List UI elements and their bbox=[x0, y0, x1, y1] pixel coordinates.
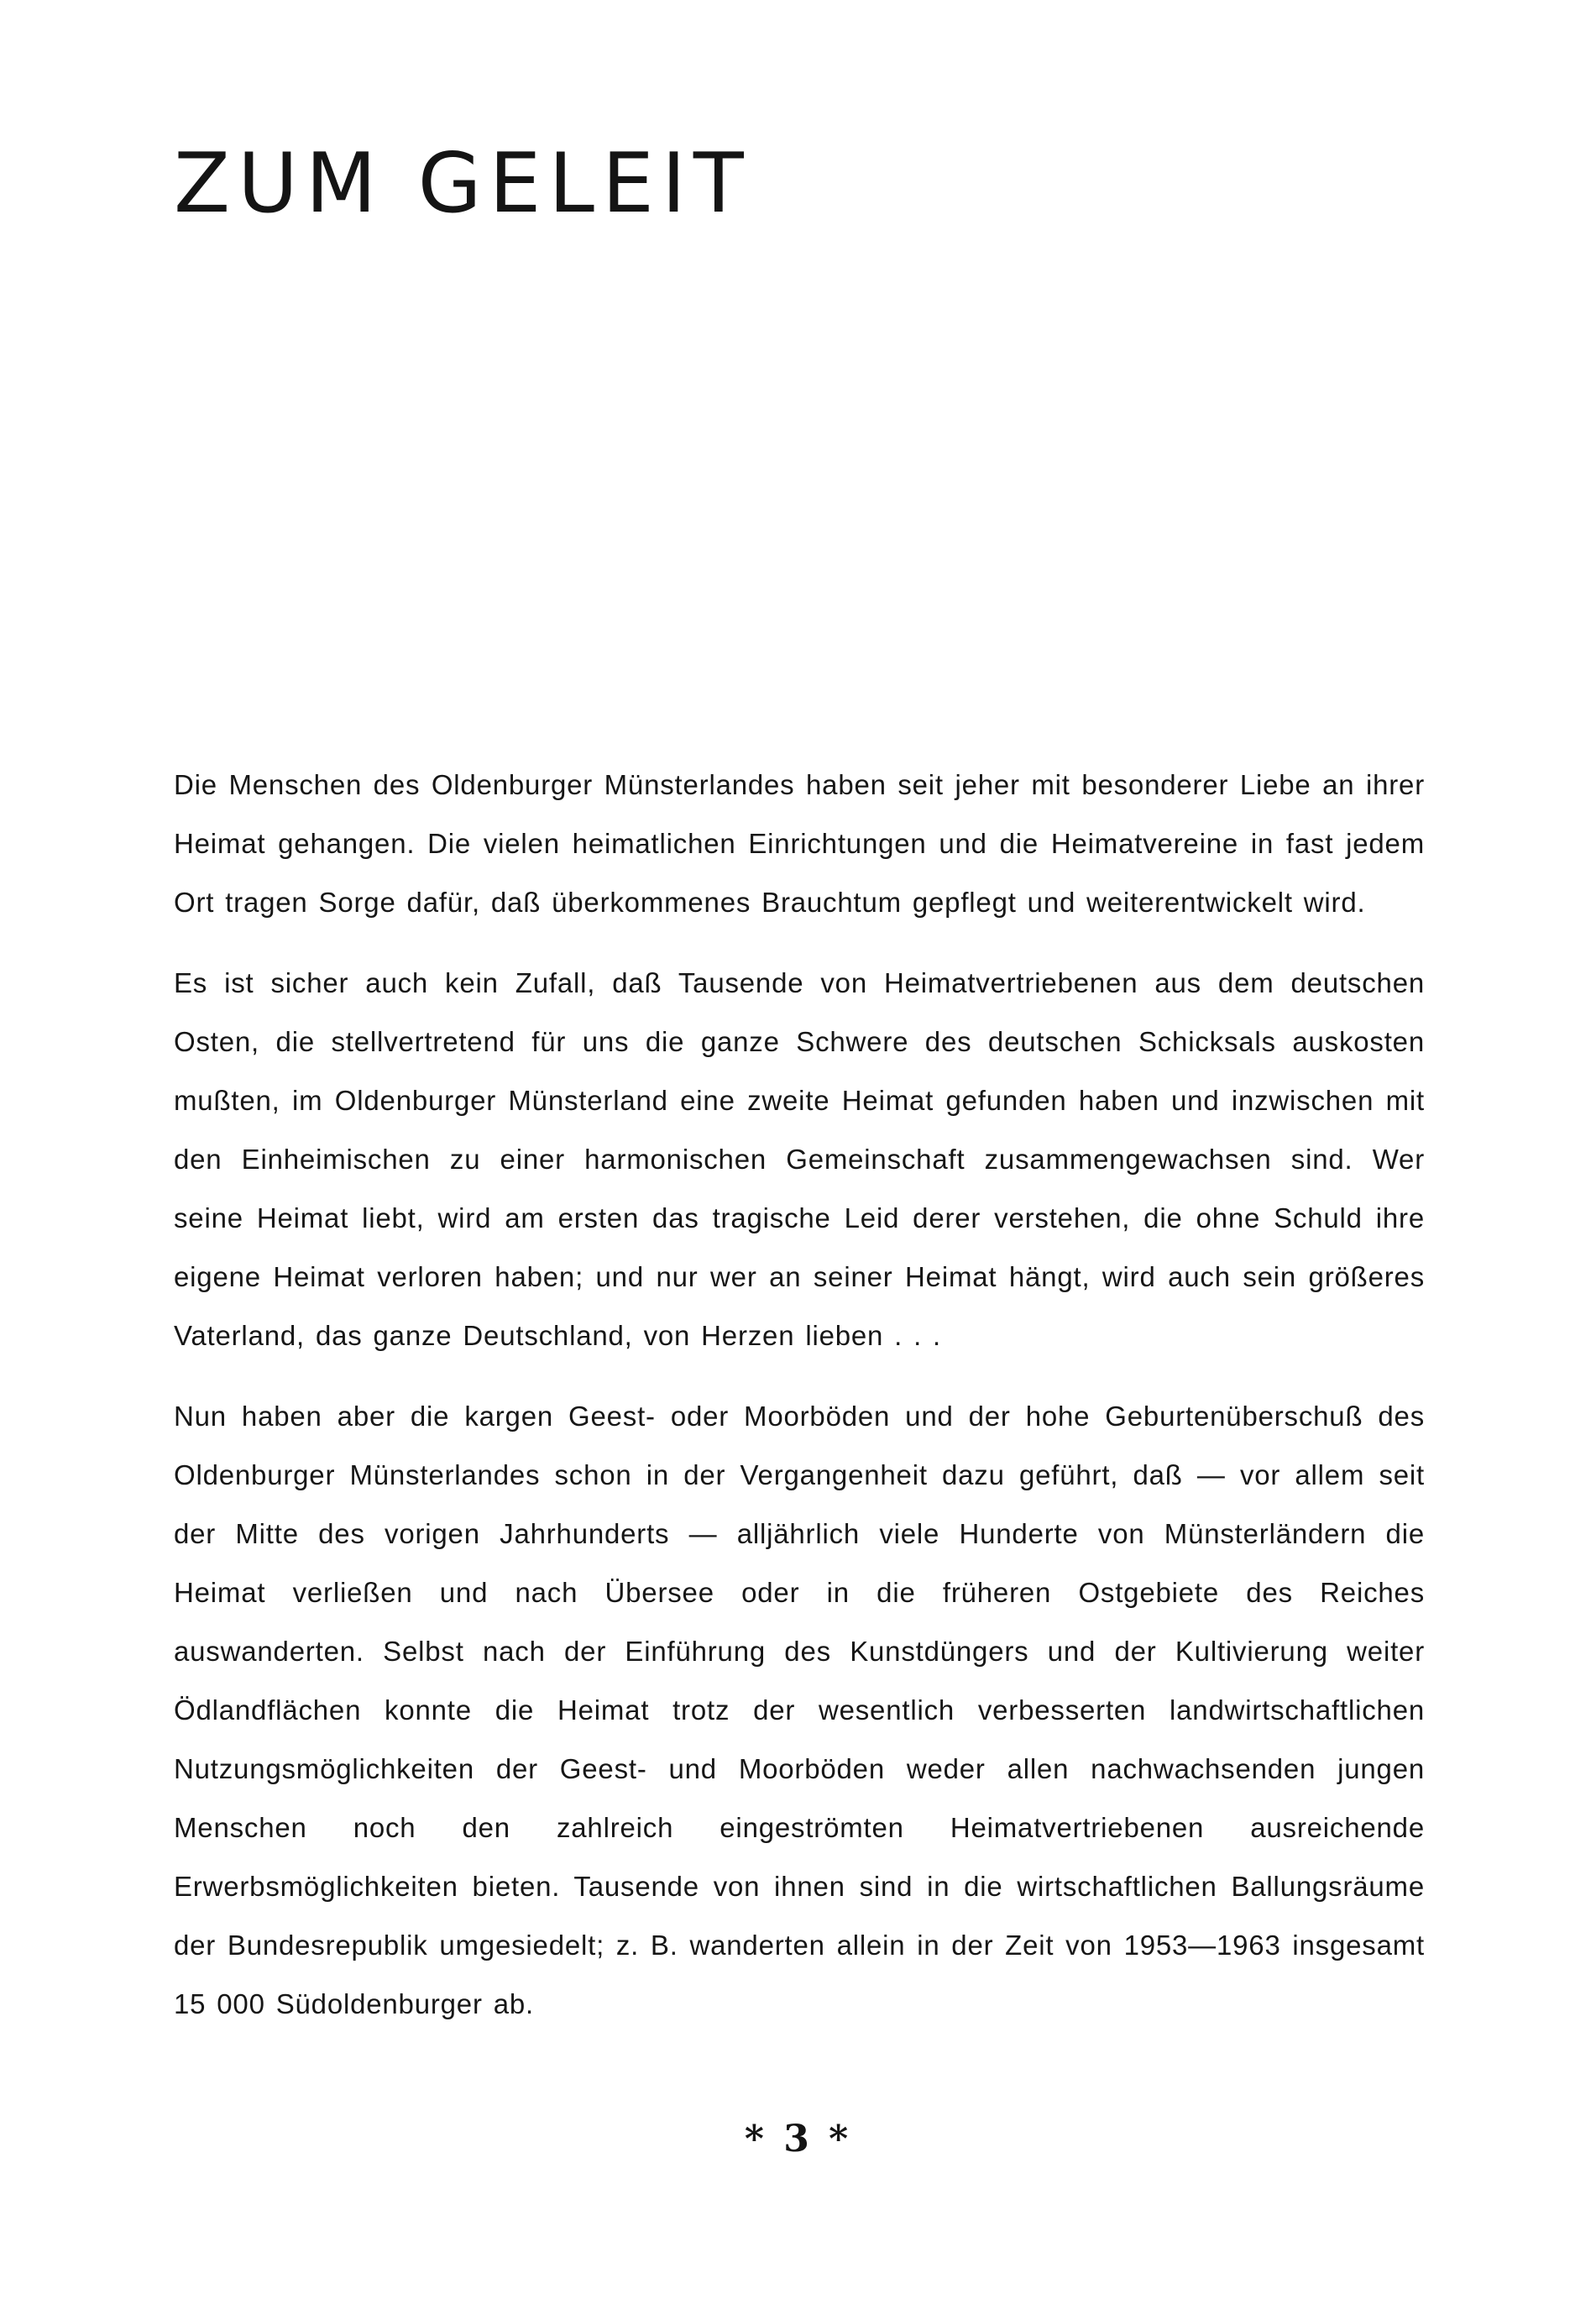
paragraph-3: Nun haben aber die kargen Geest- oder Moorböden und der hohe Geburtenüberschuß des Oldenburger Münsterlandes schon in der Vergangenheit dazu geführt, daß — vor allem seit der Mitte des vorigen Jahrhunderts — alljährlich viele Hunderte von Münsterländern die Heimat verließen und nach Übersee oder in die früheren Ostgebiete des Reiches auswanderten. Selbst nach der Einführung des Kunstdüngers und der Kultivierung weiter Ödlandflächen konnte die Heimat trotz der wesentlich verbesserten landwirtschaftlichen Nutzungsmöglichkeiten der Geest- und Moorböden weder allen nachwachsenden jungen Menschen noch den zahlreich eingeströmten Heimatvertriebenen ausreichende Erwerbsmöglichkeiten bieten. Tausende von ihnen sind in die wirtschaftlichen Ballungsräume der Bundesrepublik umgesiedelt; z. B. wanderten allein in der Zeit von 1953—1963 insgesamt 15 000 Südoldenburger ab. bbox=[174, 1401, 1425, 2019]
body-text bbox=[174, 756, 1425, 2056]
page-title: ZUM GELEIT bbox=[174, 136, 751, 232]
page-number: * 3 * bbox=[744, 2118, 852, 2160]
paragraph-2: Es ist sicher auch kein Zufall, daß Tausende von Heimatvertriebenen aus dem deutschen Osten, die stellvertretend für uns die ganze Schwere des deutschen Schicksals auskosten mußten, im Oldenburger Münsterland eine zweite Heimat gefunden haben und inzwischen mit den Einheimischen zu einer harmonischen Gemeinschaft zusammengewachsen sind. Wer seine Heimat liebt, wird am ersten das tragische Leid derer verstehen, die ohne Schuld ihre eigene Heimat verloren haben; und nur wer an seiner Heimat hängt, wird auch sein größeres Vaterland, das ganze Deutschland, von Herzen lieben . . . bbox=[174, 967, 1425, 1351]
paragraph-1: Die Menschen des Oldenburger Münsterlandes haben seit jeher mit besonderer Liebe an ihrer Heimat gehangen. Die vielen heimatlichen Einrichtungen und die Heimatvereine in fast jedem Ort tragen Sorge dafür, daß überkommenes Brauchtum gepflegt und weiterentwickelt wird. bbox=[174, 769, 1425, 918]
